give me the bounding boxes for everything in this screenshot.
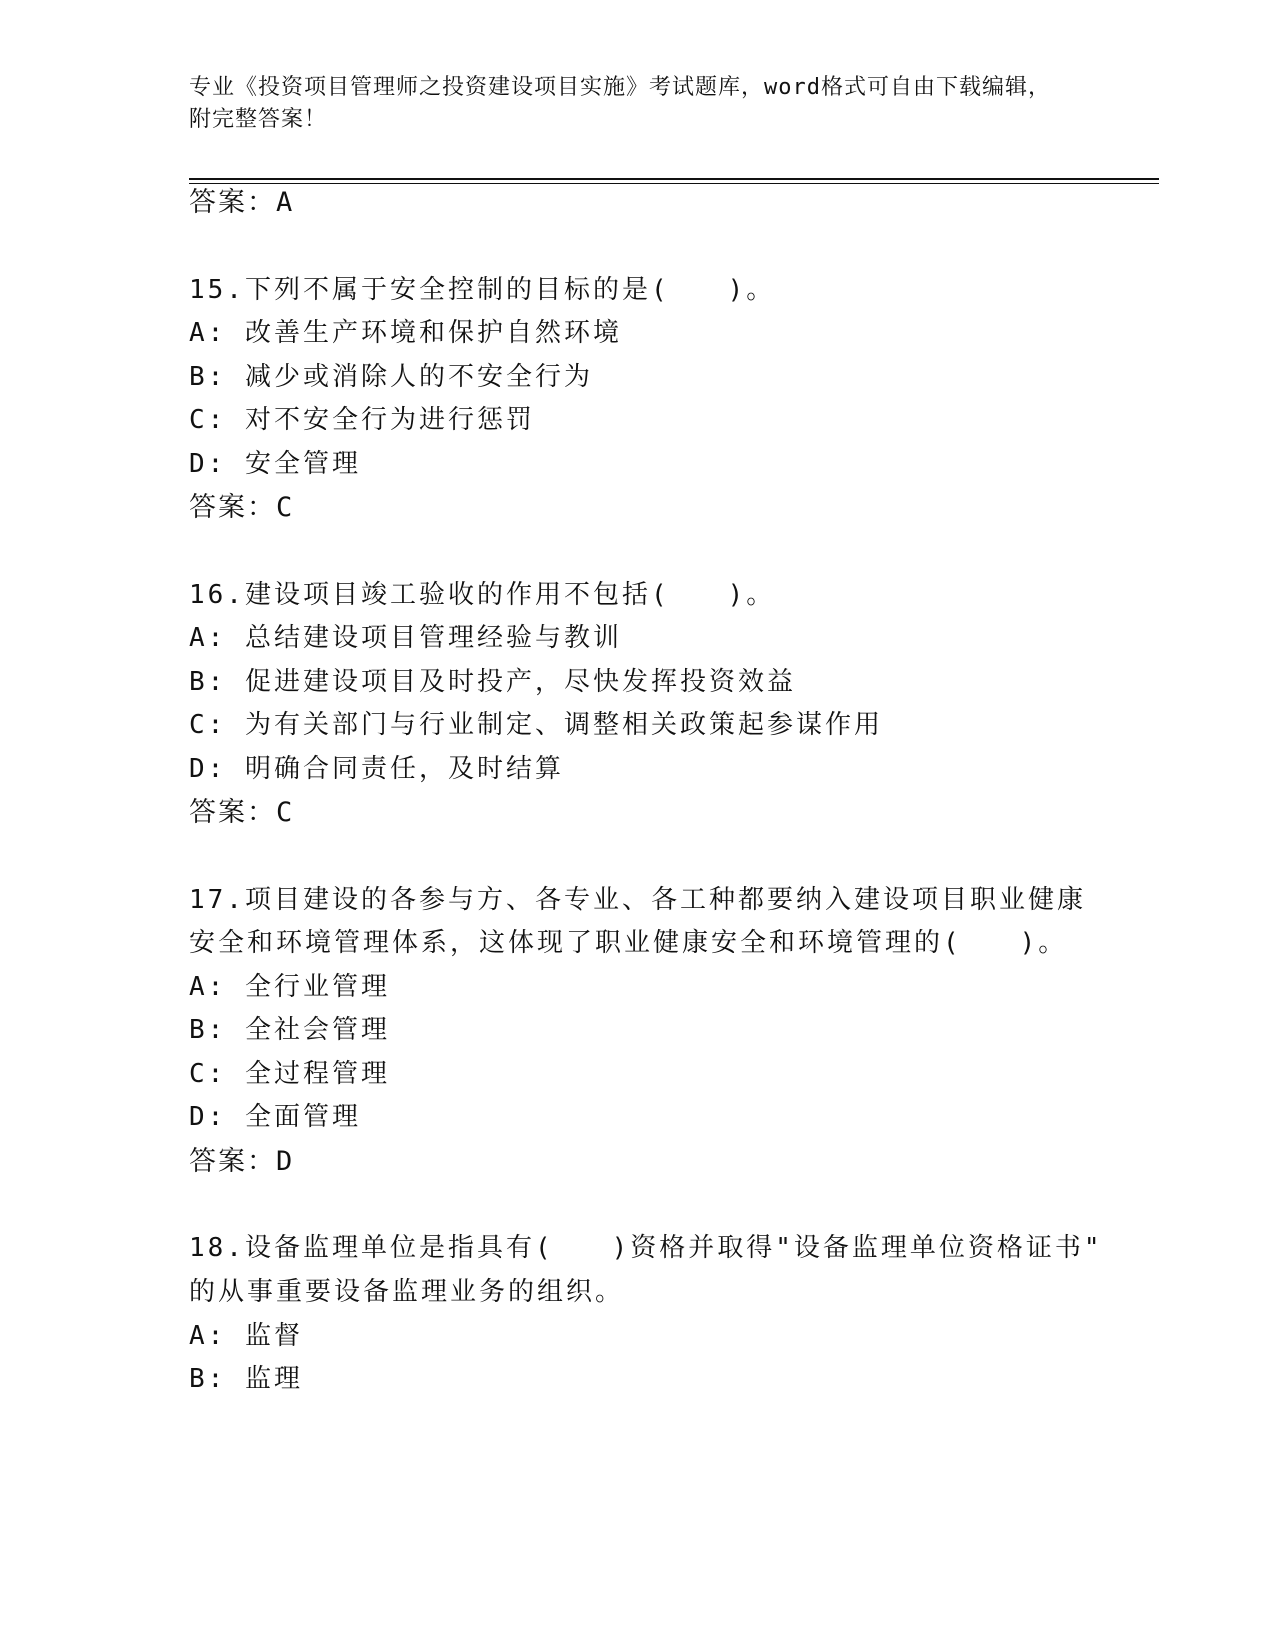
question-15-option-a: A: 改善生产环境和保护自然环境 bbox=[189, 318, 622, 348]
question-17-option-c: C: 全过程管理 bbox=[189, 1059, 390, 1089]
question-16-option-c: C: 为有关部门与行业制定、调整相关政策起参谋作用 bbox=[189, 710, 883, 740]
question-15-stem: 15.下列不属于安全控制的目标的是( )。 bbox=[189, 275, 776, 305]
question-16-answer: 答案：C bbox=[189, 797, 295, 828]
question-18-option-a: A: 监督 bbox=[189, 1321, 303, 1351]
header-divider-thick bbox=[189, 178, 1159, 180]
question-16-option-d: D: 明确合同责任，及时结算 bbox=[189, 754, 564, 784]
question-18-stem-line1: 18.设备监理单位是指具有( )资格并取得"设备监理单位资格证书" bbox=[189, 1233, 1103, 1263]
header-divider-thin bbox=[189, 183, 1159, 184]
question-15-option-d: D: 安全管理 bbox=[189, 449, 361, 479]
question-17-stem-line1: 17.项目建设的各参与方、各专业、各工种都要纳入建设项目职业健康 bbox=[189, 885, 1086, 915]
question-17-option-b: B: 全社会管理 bbox=[189, 1015, 390, 1045]
question-15-option-b: B: 减少或消除人的不安全行为 bbox=[189, 362, 593, 392]
question-16-option-a: A: 总结建设项目管理经验与教训 bbox=[189, 623, 622, 653]
question-18-option-b: B: 监理 bbox=[189, 1364, 303, 1394]
question-15-option-c: C: 对不安全行为进行惩罚 bbox=[189, 405, 535, 435]
document-header: 专业《投资项目管理师之投资建设项目实施》考试题库，word格式可自由下载编辑，附完整答案！ bbox=[189, 75, 1051, 132]
question-16-stem: 16.建设项目竣工验收的作用不包括( )。 bbox=[189, 580, 776, 610]
question-17-option-a: A: 全行业管理 bbox=[189, 972, 390, 1002]
answer-previous: 答案：A bbox=[189, 187, 295, 218]
question-17-option-d: D: 全面管理 bbox=[189, 1102, 361, 1132]
question-17-answer: 答案：D bbox=[189, 1146, 295, 1177]
question-15-answer: 答案：C bbox=[189, 492, 295, 523]
question-18-stem-line2: 的从事重要设备监理业务的组织。 bbox=[189, 1277, 625, 1307]
question-17-stem-line2: 安全和环境管理体系，这体现了职业健康安全和环境管理的( )。 bbox=[189, 928, 1068, 958]
question-16-option-b: B: 促进建设项目及时投产，尽快发挥投资效益 bbox=[189, 667, 796, 697]
